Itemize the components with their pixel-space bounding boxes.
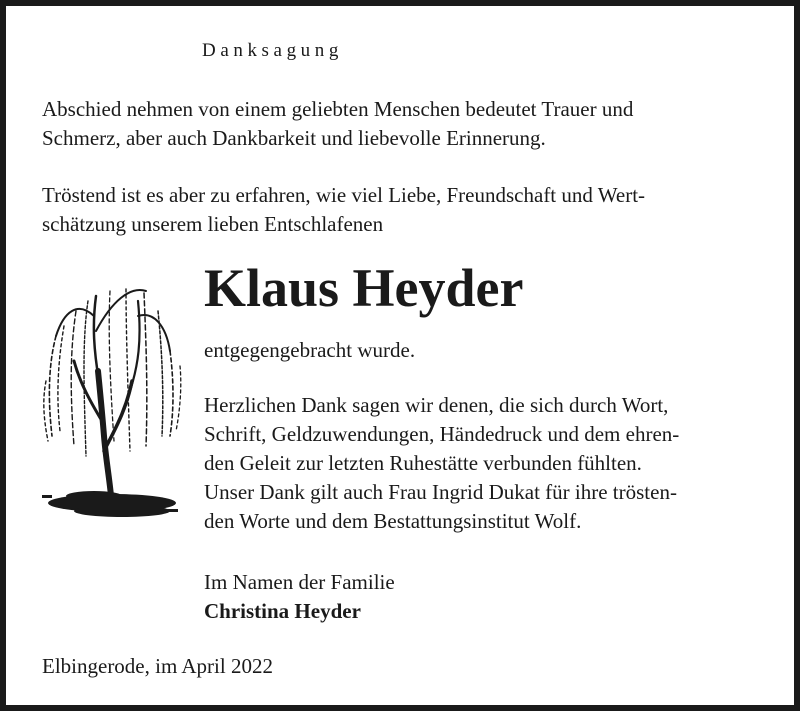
thanks-line-1: Herzlichen Dank sagen wir denen, die sich durch Wort,: [204, 393, 669, 417]
thanks-line-2: Schrift, Geldzuwendungen, Händedruck und dem ehren-: [204, 422, 680, 446]
family-line: Im Namen der Familie: [204, 570, 395, 594]
family-signature: [204, 568, 395, 626]
thanks-line-4: Unser Dank gilt auch Frau Ingrid Dukat für ihre trösten-: [204, 480, 677, 504]
comfort-line-2: schätzung unserem lieben Entschlafenen: [42, 212, 384, 236]
thanks-line-3: den Geleit zur letzten Ruhestätte verbunden fühlten.: [204, 451, 642, 475]
comfort-paragraph: [42, 181, 645, 239]
intro-paragraph: [42, 95, 633, 153]
weeping-willow-icon: [34, 271, 184, 526]
intro-line-1: Abschied nehmen von einem geliebten Menschen bedeutet Trauer und: [42, 97, 634, 121]
deceased-name: Klaus Heyder: [204, 258, 524, 318]
intro-line-2: Schmerz, aber auch Dankbarkeit und liebevolle Erinnerung.: [42, 126, 546, 150]
comfort-line-1: Tröstend ist es aber zu erfahren, wie viel Liebe, Freundschaft und Wert-: [42, 183, 646, 207]
signer-name: Christina Heyder: [204, 599, 361, 623]
thanks-line-5: den Worte und dem Bestattungsinstitut Wolf.: [204, 509, 582, 533]
after-name-text: entgegengebracht wurde.: [204, 338, 416, 362]
thanks-paragraph: [204, 391, 679, 536]
notice-heading: Danksagung: [202, 40, 343, 61]
place-date: Elbingerode, im April 2022: [42, 654, 273, 678]
